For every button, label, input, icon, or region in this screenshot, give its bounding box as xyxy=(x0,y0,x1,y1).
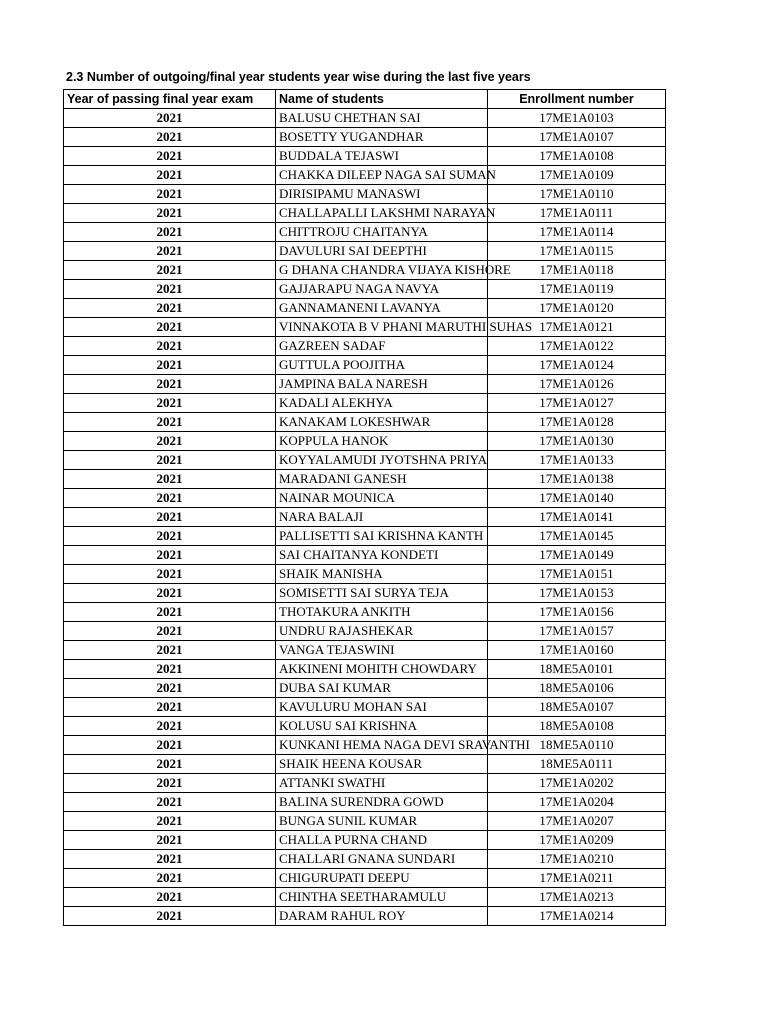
enrollment-number-cell: 17ME1A0109 xyxy=(488,166,666,185)
enrollment-number-cell: 17ME1A0149 xyxy=(488,546,666,565)
enrollment-number-cell: 18ME5A0110 xyxy=(488,736,666,755)
student-name-cell: GAJJARAPU NAGA NAVYA xyxy=(276,280,488,299)
year-cell: 2021 xyxy=(64,679,276,698)
student-name-cell: SOMISETTI SAI SURYA TEJA xyxy=(276,584,488,603)
student-name-cell: GANNAMANENI LAVANYA xyxy=(276,299,488,318)
column-header-enrollment: Enrollment number xyxy=(488,90,666,109)
student-name-cell: PALLISETTI SAI KRISHNA KANTH xyxy=(276,527,488,546)
year-cell: 2021 xyxy=(64,812,276,831)
year-cell: 2021 xyxy=(64,527,276,546)
year-cell: 2021 xyxy=(64,280,276,299)
table-row xyxy=(64,337,666,356)
year-cell: 2021 xyxy=(64,204,276,223)
student-name-cell: KANAKAM LOKESHWAR xyxy=(276,413,488,432)
student-name-cell: CHAKKA DILEEP NAGA SAI SUMAN xyxy=(276,166,488,185)
student-name-cell: CHIGURUPATI DEEPU xyxy=(276,869,488,888)
year-cell: 2021 xyxy=(64,508,276,527)
table-row xyxy=(64,128,666,147)
table-row xyxy=(64,736,666,755)
table-row xyxy=(64,907,666,926)
year-cell: 2021 xyxy=(64,109,276,128)
year-cell: 2021 xyxy=(64,261,276,280)
table-row xyxy=(64,755,666,774)
year-cell: 2021 xyxy=(64,831,276,850)
year-cell: 2021 xyxy=(64,337,276,356)
table-row xyxy=(64,622,666,641)
enrollment-number-cell: 17ME1A0145 xyxy=(488,527,666,546)
year-cell: 2021 xyxy=(64,698,276,717)
student-name-cell: KOPPULA HANOK xyxy=(276,432,488,451)
year-cell: 2021 xyxy=(64,717,276,736)
enrollment-number-cell: 17ME1A0119 xyxy=(488,280,666,299)
student-name-cell: NAINAR MOUNICA xyxy=(276,489,488,508)
year-cell: 2021 xyxy=(64,128,276,147)
table-row xyxy=(64,109,666,128)
enrollment-number-cell: 17ME1A0126 xyxy=(488,375,666,394)
year-cell: 2021 xyxy=(64,565,276,584)
table-row xyxy=(64,508,666,527)
student-name-cell: CHITTROJU CHAITANYA xyxy=(276,223,488,242)
student-name-cell: BUNGA SUNIL KUMAR xyxy=(276,812,488,831)
student-name-cell: NARA BALAJI xyxy=(276,508,488,527)
table-row xyxy=(64,584,666,603)
table-row xyxy=(64,869,666,888)
table-body xyxy=(64,109,666,926)
table-row xyxy=(64,166,666,185)
year-cell: 2021 xyxy=(64,470,276,489)
table-row xyxy=(64,299,666,318)
student-name-cell: SHAIK MANISHA xyxy=(276,565,488,584)
enrollment-number-cell: 17ME1A0120 xyxy=(488,299,666,318)
student-name-cell: SAI CHAITANYA KONDETI xyxy=(276,546,488,565)
student-name-cell: CHALLARI GNANA SUNDARI xyxy=(276,850,488,869)
year-cell: 2021 xyxy=(64,318,276,337)
year-cell: 2021 xyxy=(64,641,276,660)
year-cell: 2021 xyxy=(64,869,276,888)
student-name-cell: CHALLA PURNA CHAND xyxy=(276,831,488,850)
enrollment-number-cell: 17ME1A0107 xyxy=(488,128,666,147)
student-name-cell: DIRISIPAMU MANASWI xyxy=(276,185,488,204)
student-name-cell: GAZREEN SADAF xyxy=(276,337,488,356)
enrollment-number-cell: 17ME1A0133 xyxy=(488,451,666,470)
table-row xyxy=(64,413,666,432)
year-cell: 2021 xyxy=(64,622,276,641)
year-cell: 2021 xyxy=(64,888,276,907)
year-cell: 2021 xyxy=(64,413,276,432)
student-name-cell: VINNAKOTA B V PHANI MARUTHI SUHAS xyxy=(276,318,488,337)
student-name-cell: AKKINENI MOHITH CHOWDARY xyxy=(276,660,488,679)
table-row xyxy=(64,147,666,166)
enrollment-number-cell: 17ME1A0103 xyxy=(488,109,666,128)
year-cell: 2021 xyxy=(64,394,276,413)
student-name-cell: THOTAKURA ANKITH xyxy=(276,603,488,622)
year-cell: 2021 xyxy=(64,850,276,869)
enrollment-number-cell: 17ME1A0124 xyxy=(488,356,666,375)
student-name-cell: KAVULURU MOHAN SAI xyxy=(276,698,488,717)
year-cell: 2021 xyxy=(64,223,276,242)
enrollment-number-cell: 17ME1A0211 xyxy=(488,869,666,888)
table-row xyxy=(64,375,666,394)
enrollment-number-cell: 17ME1A0209 xyxy=(488,831,666,850)
student-name-cell: CHINTHA SEETHARAMULU xyxy=(276,888,488,907)
student-name-cell: KADALI ALEKHYA xyxy=(276,394,488,413)
table-row xyxy=(64,641,666,660)
students-table xyxy=(63,89,666,926)
table-row xyxy=(64,546,666,565)
student-name-cell: KUNKANI HEMA NAGA DEVI SRAVANTHI xyxy=(276,736,488,755)
student-name-cell: DUBA SAI KUMAR xyxy=(276,679,488,698)
table-row xyxy=(64,850,666,869)
table-row xyxy=(64,261,666,280)
enrollment-number-cell: 18ME5A0107 xyxy=(488,698,666,717)
student-name-cell: BALUSU CHETHAN SAI xyxy=(276,109,488,128)
student-name-cell: CHALLAPALLI LAKSHMI NARAYAN xyxy=(276,204,488,223)
enrollment-number-cell: 17ME1A0156 xyxy=(488,603,666,622)
year-cell: 2021 xyxy=(64,774,276,793)
year-cell: 2021 xyxy=(64,375,276,394)
enrollment-number-cell: 17ME1A0121 xyxy=(488,318,666,337)
enrollment-number-cell: 17ME1A0114 xyxy=(488,223,666,242)
column-header-name: Name of students xyxy=(276,90,488,109)
enrollment-number-cell: 17ME1A0115 xyxy=(488,242,666,261)
student-name-cell: VANGA TEJASWINI xyxy=(276,641,488,660)
year-cell: 2021 xyxy=(64,736,276,755)
page-title: 2.3 Number of outgoing/final year students year wise during the last five years xyxy=(66,70,531,84)
student-name-cell: UNDRU RAJASHEKAR xyxy=(276,622,488,641)
student-name-cell: G DHANA CHANDRA VIJAYA KISHORE xyxy=(276,261,488,280)
year-cell: 2021 xyxy=(64,185,276,204)
enrollment-number-cell: 17ME1A0204 xyxy=(488,793,666,812)
enrollment-number-cell: 17ME1A0160 xyxy=(488,641,666,660)
table-row xyxy=(64,318,666,337)
enrollment-number-cell: 18ME5A0101 xyxy=(488,660,666,679)
student-name-cell: BOSETTY YUGANDHAR xyxy=(276,128,488,147)
table-row xyxy=(64,356,666,375)
table-row xyxy=(64,679,666,698)
table-row xyxy=(64,774,666,793)
enrollment-number-cell: 17ME1A0122 xyxy=(488,337,666,356)
student-name-cell: BALINA SURENDRA GOWD xyxy=(276,793,488,812)
enrollment-number-cell: 17ME1A0127 xyxy=(488,394,666,413)
table-row xyxy=(64,204,666,223)
year-cell: 2021 xyxy=(64,755,276,774)
table-row xyxy=(64,565,666,584)
table-row xyxy=(64,470,666,489)
student-name-cell: KOLUSU SAI KRISHNA xyxy=(276,717,488,736)
student-name-cell: GUTTULA POOJITHA xyxy=(276,356,488,375)
year-cell: 2021 xyxy=(64,299,276,318)
enrollment-number-cell: 18ME5A0111 xyxy=(488,755,666,774)
enrollment-number-cell: 18ME5A0106 xyxy=(488,679,666,698)
enrollment-number-cell: 17ME1A0213 xyxy=(488,888,666,907)
year-cell: 2021 xyxy=(64,451,276,470)
enrollment-number-cell: 17ME1A0110 xyxy=(488,185,666,204)
enrollment-number-cell: 17ME1A0130 xyxy=(488,432,666,451)
year-cell: 2021 xyxy=(64,432,276,451)
student-name-cell: DARAM RAHUL ROY xyxy=(276,907,488,926)
enrollment-number-cell: 17ME1A0207 xyxy=(488,812,666,831)
enrollment-number-cell: 18ME5A0108 xyxy=(488,717,666,736)
student-name-cell: DAVULURI SAI DEEPTHI xyxy=(276,242,488,261)
year-cell: 2021 xyxy=(64,242,276,261)
student-name-cell: MARADANI GANESH xyxy=(276,470,488,489)
year-cell: 2021 xyxy=(64,907,276,926)
year-cell: 2021 xyxy=(64,603,276,622)
year-cell: 2021 xyxy=(64,793,276,812)
table-row xyxy=(64,489,666,508)
table-row xyxy=(64,394,666,413)
year-cell: 2021 xyxy=(64,584,276,603)
student-name-cell: BUDDALA TEJASWI xyxy=(276,147,488,166)
year-cell: 2021 xyxy=(64,356,276,375)
table-row xyxy=(64,242,666,261)
enrollment-number-cell: 17ME1A0118 xyxy=(488,261,666,280)
column-header-year: Year of passing final year exam xyxy=(64,90,276,109)
enrollment-number-cell: 17ME1A0210 xyxy=(488,850,666,869)
year-cell: 2021 xyxy=(64,166,276,185)
table-row xyxy=(64,717,666,736)
enrollment-number-cell: 17ME1A0151 xyxy=(488,565,666,584)
enrollment-number-cell: 17ME1A0141 xyxy=(488,508,666,527)
year-cell: 2021 xyxy=(64,660,276,679)
enrollment-number-cell: 17ME1A0153 xyxy=(488,584,666,603)
year-cell: 2021 xyxy=(64,546,276,565)
student-name-cell: SHAIK HEENA KOUSAR xyxy=(276,755,488,774)
enrollment-number-cell: 17ME1A0140 xyxy=(488,489,666,508)
student-name-cell: ATTANKI SWATHI xyxy=(276,774,488,793)
enrollment-number-cell: 17ME1A0108 xyxy=(488,147,666,166)
student-name-cell: JAMPINA BALA NARESH xyxy=(276,375,488,394)
enrollment-number-cell: 17ME1A0128 xyxy=(488,413,666,432)
table-row xyxy=(64,451,666,470)
table-row xyxy=(64,185,666,204)
enrollment-number-cell: 17ME1A0202 xyxy=(488,774,666,793)
table-row xyxy=(64,660,666,679)
year-cell: 2021 xyxy=(64,489,276,508)
table-row xyxy=(64,603,666,622)
enrollment-number-cell: 17ME1A0111 xyxy=(488,204,666,223)
table-row xyxy=(64,527,666,546)
table-row xyxy=(64,793,666,812)
enrollment-number-cell: 17ME1A0214 xyxy=(488,907,666,926)
enrollment-number-cell: 17ME1A0138 xyxy=(488,470,666,489)
enrollment-number-cell: 17ME1A0157 xyxy=(488,622,666,641)
table-row xyxy=(64,280,666,299)
table-row xyxy=(64,812,666,831)
table-header-row xyxy=(64,90,666,109)
table-row xyxy=(64,432,666,451)
student-name-cell: KOYYALAMUDI JYOTSHNA PRIYA xyxy=(276,451,488,470)
table-row xyxy=(64,831,666,850)
year-cell: 2021 xyxy=(64,147,276,166)
table-row xyxy=(64,888,666,907)
table-row xyxy=(64,223,666,242)
table-row xyxy=(64,698,666,717)
